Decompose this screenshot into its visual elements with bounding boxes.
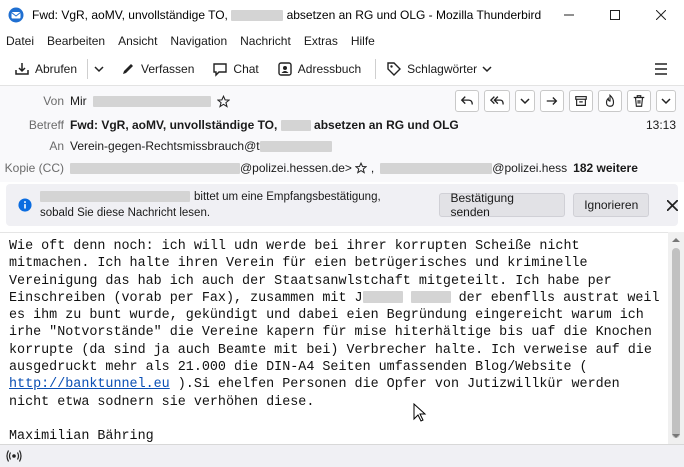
- app-menu-button[interactable]: [648, 56, 674, 82]
- status-bar: [0, 444, 684, 467]
- schlagwoerter-button[interactable]: [380, 56, 498, 82]
- menu-hilfe[interactable]: Hilfe: [350, 34, 375, 48]
- verfassen-button[interactable]: [114, 56, 200, 82]
- thunderbird-icon: [8, 7, 24, 23]
- adressbuch-label: Adressbuch: [297, 61, 362, 76]
- to-label: An: [49, 139, 64, 153]
- reply-options-dropdown[interactable]: [515, 90, 535, 112]
- menu-ansicht[interactable]: Ansicht: [118, 34, 158, 48]
- menu-bearbeiten[interactable]: Bearbeiten: [47, 34, 106, 48]
- maximize-icon: [610, 10, 620, 20]
- chevron-down-icon: [520, 96, 530, 106]
- to-value[interactable]: Verein-gegen-Rechtsmissbrauch@t: [70, 139, 260, 153]
- delete-button[interactable]: [627, 90, 651, 112]
- receipt-request-bar: [6, 184, 678, 226]
- to-row: [0, 136, 332, 156]
- cc-value-1[interactable]: @polizei.hessen.de>: [240, 161, 352, 175]
- chevron-down-icon: [94, 64, 104, 74]
- body-line: Vereinigung das hab ich auch der Staatsanwlstchaft mitgeteilt. Ich habe per: [9, 273, 612, 289]
- cc-label: Kopie (CC): [4, 161, 64, 175]
- verfassen-label: Verfassen: [141, 61, 195, 76]
- cc-row: Kopie (CC) @polizei.hessen.de> , @polizei.hess 182 weitere: [0, 158, 684, 178]
- menu-datei[interactable]: Datei: [6, 34, 35, 48]
- minimize-button[interactable]: [546, 0, 592, 30]
- body-line: Wie oft denn noch: ich will udn werde bei ihrer korrupten Scheiße nicht: [9, 239, 580, 254]
- adressbuch-button[interactable]: [271, 56, 367, 82]
- cc-value-2[interactable]: @polizei.hess: [492, 161, 568, 175]
- reply-button[interactable]: [455, 90, 479, 112]
- from-value[interactable]: Mir: [70, 94, 87, 108]
- schlagwoerter-label: Schlagwörter: [407, 61, 478, 76]
- body-line: korrupte (da sind ja auch Beamte mit bei) Verbrecher halte. Ich verweise auf die: [9, 342, 652, 358]
- close-window-button[interactable]: [638, 0, 684, 30]
- maximize-button[interactable]: [592, 0, 638, 30]
- body-scrollbar[interactable]: [668, 232, 684, 444]
- tag-icon: [386, 61, 402, 77]
- close-icon[interactable]: [667, 200, 678, 211]
- body-line: irhe "Notvorstände" die Vereine kapern für mise hiterhältige bis uaf die Knochen: [9, 325, 652, 341]
- ignore-button[interactable]: Ignorieren: [573, 193, 649, 217]
- trash-icon: [632, 94, 646, 108]
- toolbar-separator: [375, 59, 376, 79]
- abrufen-label: Abrufen: [35, 61, 78, 76]
- reply-icon: [460, 94, 474, 108]
- reply-all-icon: [489, 94, 505, 108]
- menu-navigation[interactable]: Navigation: [170, 34, 228, 48]
- address-book-icon: [277, 61, 293, 77]
- reply-all-button[interactable]: [484, 90, 510, 112]
- scrollbar-thumb[interactable]: [672, 248, 680, 438]
- archive-button[interactable]: [569, 90, 593, 112]
- message-body[interactable]: [0, 232, 668, 444]
- archive-icon: [574, 94, 588, 108]
- scroll-up-icon[interactable]: [668, 234, 684, 246]
- abrufen-button[interactable]: [8, 56, 83, 82]
- flame-icon: [603, 94, 617, 108]
- receipt-request-text: bittet um eine Empfangsbestätigung, sobald Sie diese Nachricht lesen.: [40, 191, 381, 219]
- online-status-icon[interactable]: [6, 449, 22, 463]
- body-line: http://banktunnel.eu ).Si ehelfen Personen die Opfer von Jutizwillkür werden: [9, 377, 620, 393]
- junk-button[interactable]: [598, 90, 622, 112]
- message-actions: [455, 90, 676, 112]
- menu-nachricht[interactable]: Nachricht: [240, 34, 291, 48]
- signature: Maximilian Bähring: [9, 429, 154, 444]
- close-icon: [656, 10, 666, 20]
- chat-icon: [212, 61, 228, 77]
- hamburger-icon: [654, 63, 668, 75]
- forward-button[interactable]: [540, 90, 564, 112]
- menu-extras[interactable]: Extras: [303, 34, 338, 48]
- scroll-down-icon[interactable]: [668, 430, 684, 442]
- minimize-icon: [564, 10, 574, 20]
- chevron-down-icon: [482, 64, 492, 74]
- title-bar: [0, 0, 684, 30]
- star-icon[interactable]: [217, 95, 230, 108]
- more-actions-dropdown[interactable]: [656, 90, 676, 112]
- chat-button[interactable]: [206, 56, 264, 82]
- message-time: 13:13: [645, 118, 676, 132]
- from-label: Von: [43, 94, 64, 108]
- forward-icon: [545, 94, 559, 108]
- chevron-down-icon: [661, 96, 671, 106]
- pencil-icon: [120, 61, 136, 77]
- send-receipt-button[interactable]: Bestätigung senden: [439, 193, 565, 217]
- menu-bar: [0, 30, 684, 52]
- window-title: Fwd: VgR, aoMV, unvollständige TO, absetzen an RG und OLG - Mozilla Thunderbird: [32, 8, 542, 22]
- toolbar-separator: [87, 59, 88, 79]
- body-line: nicht etwa sodnern sie verhöhen diese.: [9, 394, 315, 410]
- body-line: mitmachen. Ich halte ihren Verein für eien betrügerisches und kriminelle: [9, 256, 588, 272]
- download-icon: [14, 61, 30, 77]
- website-link[interactable]: http://banktunnel.eu: [9, 377, 170, 393]
- star-icon[interactable]: [355, 162, 367, 174]
- text-cursor-icon: [413, 403, 427, 423]
- info-icon: [18, 198, 32, 212]
- subject-value: Fwd: VgR, aoMV, unvollständige TO, absetzen an RG und OLG: [70, 118, 459, 132]
- main-toolbar: [0, 52, 684, 86]
- body-line: es ihm zu bunt wurde, gekündigt und dabei eien Begründung eingereicht warum ich: [9, 308, 644, 324]
- subject-label: Betreff: [28, 118, 64, 132]
- chat-label: Chat: [233, 61, 259, 76]
- more-recipients[interactable]: 182 weitere: [573, 161, 638, 175]
- subject-row: [0, 115, 684, 135]
- from-row: [0, 91, 230, 111]
- body-line: ausgedruckt mehr als 21.000 die DIN-A4 Seiten umfassenden Blog/Website (: [9, 360, 588, 376]
- abrufen-dropdown[interactable]: [92, 56, 106, 82]
- body-line: Einschreiben (vorab per Fax), zusammen mit J der ebenflls austrat weil: [9, 290, 660, 306]
